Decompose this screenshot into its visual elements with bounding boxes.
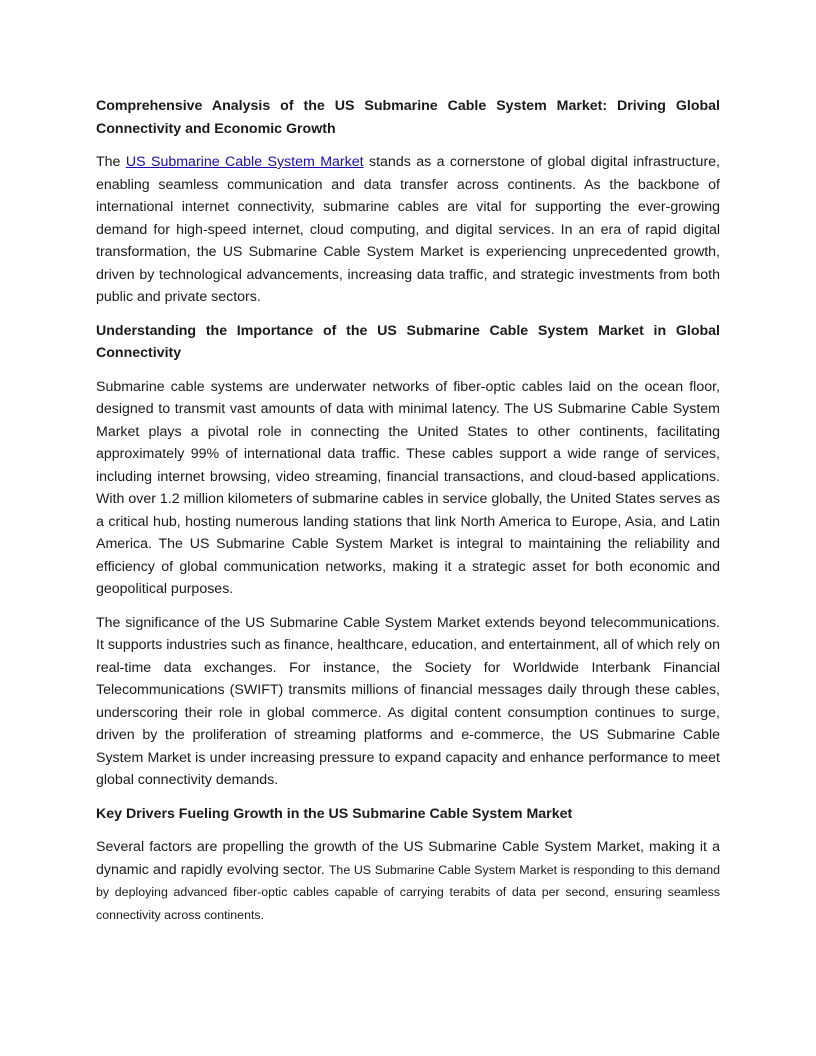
document-body: [96, 95, 720, 937]
intro-lead: The: [96, 154, 126, 170]
section2-paragraph-1: [96, 836, 720, 926]
intro-rest: stands as a cornerstone of global digital infrastructure, enabling seamless communication and data transfer across continents. As the backbone of international internet connectivity, submarine cables are vital for supporting the ever-growing demand for high-speed internet, cloud computing, and digital services. In an era of rapid digital transformation, the US Submarine Cable System Market is experiencing unprecedented growth, driven by technological advancements, increasing data traffic, and strategic investments from both public and private sectors.: [96, 154, 721, 305]
section1-heading: Understanding the Importance of the US Submarine Cable System Market in Global Connectivity: [96, 322, 720, 361]
section2-heading: Key Drivers Fueling Growth in the US Submarine Cable System Market: [96, 805, 573, 822]
section1-paragraph-2: The significance of the US Submarine Cable System Market extends beyond telecommunications. It supports industries such as finance, healthcare, education, and entertainment, all of which rely on real-time data exchanges. For instance, the Society for Worldwide Interbank Financial Telecommunications (SWIFT) transmits millions of financial messages daily through these cables, underscoring their role in global commerce. As digital content consumption continues to surge, driven by the proliferation of streaming platforms and e-commerce, the US Submarine Cable System Market is under increasing pressure to expand capacity and enhance performance to meet global connectivity demands.: [96, 614, 720, 788]
section2-text-normal: Several factors are propelling the growth of the US Submarine Cable System Market, making it a dynamic and rapidly evolving sector.: [96, 839, 720, 878]
section2-text-small: The US Submarine Cable System Market is responding to this demand by deploying advanced fiber-optic cables capable of carrying terabits of data per second, ensuring seamless connectivity across continents.: [96, 862, 720, 922]
section1-paragraph-1: Submarine cable systems are underwater networks of fiber-optic cables laid on the ocean floor, designed to transmit vast amounts of data with minimal latency. The US Submarine Cable System Market plays a pivotal role in connecting the United States to other continents, facilitating approximately 99% of international data traffic. These cables support a wide range of services, including internet browsing, video streaming, financial transactions, and cloud-based applications. With over 1.2 million kilometers of submarine cables in service globally, the United States serves as a critical hub, hosting numerous landing stations that link North America to Europe, Asia, and Latin America. The US Submarine Cable System Market is integral to maintaining the reliability and efficiency of global communication networks, making it a strategic asset for both economic and geopolitical purposes.: [96, 378, 720, 597]
document-title: Comprehensive Analysis of the US Submarine Cable System Market: Driving Global Connectivity and Economic Growth: [96, 98, 720, 137]
market-link[interactable]: US Submarine Cable System Market: [125, 154, 364, 170]
intro-paragraph: [96, 151, 720, 309]
